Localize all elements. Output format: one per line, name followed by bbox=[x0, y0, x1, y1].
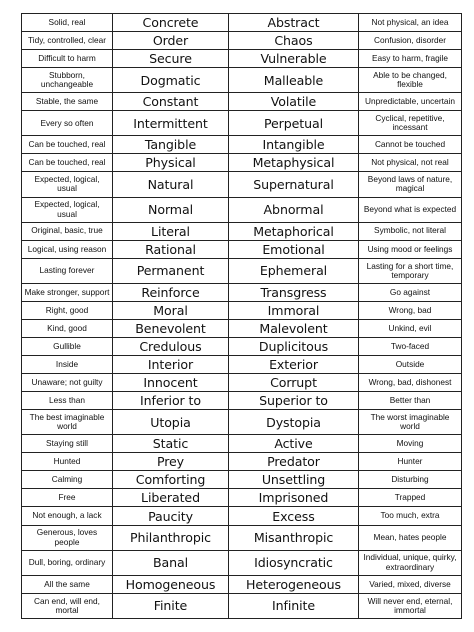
right-definition-cell: The worst imaginable world bbox=[359, 410, 462, 435]
left-definition-cell: Solid, real bbox=[22, 14, 113, 32]
right-word-cell: Active bbox=[229, 435, 359, 453]
right-definition-cell: Using mood or feelings bbox=[359, 240, 462, 258]
left-word-cell: Intermittent bbox=[113, 111, 229, 136]
right-definition-cell: Moving bbox=[359, 435, 462, 453]
right-word-cell: Abnormal bbox=[229, 197, 359, 222]
left-definition-cell: Stubborn, unchangeable bbox=[22, 68, 113, 93]
right-word-cell: Dystopia bbox=[229, 410, 359, 435]
left-word-cell: Utopia bbox=[113, 410, 229, 435]
right-definition-cell: Confusion, disorder bbox=[359, 32, 462, 50]
left-word-cell: Prey bbox=[113, 453, 229, 471]
left-definition-cell: Hunted bbox=[22, 453, 113, 471]
left-definition-cell: Calming bbox=[22, 471, 113, 489]
right-definition-cell: Wrong, bad, dishonest bbox=[359, 374, 462, 392]
left-word-cell: Rational bbox=[113, 240, 229, 258]
right-definition-cell: Will never end, eternal, immortal bbox=[359, 593, 462, 618]
left-word-cell: Order bbox=[113, 32, 229, 50]
antonym-table-body bbox=[22, 14, 462, 619]
left-definition-cell: The best imaginable world bbox=[22, 410, 113, 435]
table-row bbox=[22, 410, 462, 435]
right-word-cell: Supernatural bbox=[229, 172, 359, 197]
table-row bbox=[22, 575, 462, 593]
left-word-cell: Philanthropic bbox=[113, 525, 229, 550]
right-definition-cell: Disturbing bbox=[359, 471, 462, 489]
right-definition-cell: Lasting for a short time, temporary bbox=[359, 258, 462, 283]
table-row bbox=[22, 392, 462, 410]
left-word-cell: Literal bbox=[113, 222, 229, 240]
right-definition-cell: Outside bbox=[359, 355, 462, 373]
left-definition-cell: Difficult to harm bbox=[22, 50, 113, 68]
right-word-cell: Ephemeral bbox=[229, 258, 359, 283]
right-definition-cell: Symbolic, not literal bbox=[359, 222, 462, 240]
table-row bbox=[22, 136, 462, 154]
table-row bbox=[22, 550, 462, 575]
right-definition-cell: Beyond laws of nature, magical bbox=[359, 172, 462, 197]
table-row bbox=[22, 154, 462, 172]
left-word-cell: Moral bbox=[113, 301, 229, 319]
right-word-cell: Emotional bbox=[229, 240, 359, 258]
left-definition-cell: Expected, logical, usual bbox=[22, 172, 113, 197]
right-definition-cell: Unpredictable, uncertain bbox=[359, 93, 462, 111]
left-definition-cell: Kind, good bbox=[22, 319, 113, 337]
left-word-cell: Paucity bbox=[113, 507, 229, 525]
table-row bbox=[22, 222, 462, 240]
right-definition-cell: Beyond what is expected bbox=[359, 197, 462, 222]
right-word-cell: Exterior bbox=[229, 355, 359, 373]
right-word-cell: Intangible bbox=[229, 136, 359, 154]
table-row bbox=[22, 435, 462, 453]
left-definition-cell: Expected, logical, usual bbox=[22, 197, 113, 222]
right-definition-cell: Not physical, an idea bbox=[359, 14, 462, 32]
right-word-cell: Corrupt bbox=[229, 374, 359, 392]
table-row bbox=[22, 68, 462, 93]
right-word-cell: Chaos bbox=[229, 32, 359, 50]
left-definition-cell: Unaware; not guilty bbox=[22, 374, 113, 392]
right-definition-cell: Wrong, bad bbox=[359, 301, 462, 319]
right-definition-cell: Unkind, evil bbox=[359, 319, 462, 337]
left-word-cell: Normal bbox=[113, 197, 229, 222]
left-word-cell: Credulous bbox=[113, 337, 229, 355]
right-word-cell: Imprisoned bbox=[229, 489, 359, 507]
left-word-cell: Secure bbox=[113, 50, 229, 68]
right-word-cell: Unsettling bbox=[229, 471, 359, 489]
table-row bbox=[22, 471, 462, 489]
right-definition-cell: Better than bbox=[359, 392, 462, 410]
right-definition-cell: Able to be changed, flexible bbox=[359, 68, 462, 93]
left-definition-cell: Tidy, controlled, clear bbox=[22, 32, 113, 50]
left-word-cell: Interior bbox=[113, 355, 229, 373]
right-word-cell: Metaphysical bbox=[229, 154, 359, 172]
right-word-cell: Transgress bbox=[229, 283, 359, 301]
left-word-cell: Innocent bbox=[113, 374, 229, 392]
table-row bbox=[22, 258, 462, 283]
table-row bbox=[22, 50, 462, 68]
table-row bbox=[22, 301, 462, 319]
table-row bbox=[22, 240, 462, 258]
right-definition-cell: Two-faced bbox=[359, 337, 462, 355]
right-word-cell: Infinite bbox=[229, 593, 359, 618]
table-row bbox=[22, 283, 462, 301]
right-definition-cell: Trapped bbox=[359, 489, 462, 507]
left-definition-cell: Gullible bbox=[22, 337, 113, 355]
left-definition-cell: Logical, using reason bbox=[22, 240, 113, 258]
left-word-cell: Reinforce bbox=[113, 283, 229, 301]
right-definition-cell: Mean, hates people bbox=[359, 525, 462, 550]
right-word-cell: Duplicitous bbox=[229, 337, 359, 355]
table-row bbox=[22, 507, 462, 525]
right-word-cell: Idiosyncratic bbox=[229, 550, 359, 575]
left-word-cell: Static bbox=[113, 435, 229, 453]
left-word-cell: Inferior to bbox=[113, 392, 229, 410]
right-word-cell: Malevolent bbox=[229, 319, 359, 337]
left-definition-cell: Free bbox=[22, 489, 113, 507]
left-definition-cell: All the same bbox=[22, 575, 113, 593]
left-word-cell: Homogeneous bbox=[113, 575, 229, 593]
left-definition-cell: Make stronger, support bbox=[22, 283, 113, 301]
left-word-cell: Finite bbox=[113, 593, 229, 618]
left-word-cell: Natural bbox=[113, 172, 229, 197]
left-word-cell: Banal bbox=[113, 550, 229, 575]
left-word-cell: Liberated bbox=[113, 489, 229, 507]
left-definition-cell: Can end, will end, mortal bbox=[22, 593, 113, 618]
left-word-cell: Dogmatic bbox=[113, 68, 229, 93]
left-word-cell: Tangible bbox=[113, 136, 229, 154]
right-definition-cell: Cannot be touched bbox=[359, 136, 462, 154]
right-definition-cell: Easy to harm, fragile bbox=[359, 50, 462, 68]
right-word-cell: Abstract bbox=[229, 14, 359, 32]
table-row bbox=[22, 32, 462, 50]
right-definition-cell: Go against bbox=[359, 283, 462, 301]
table-row bbox=[22, 319, 462, 337]
right-word-cell: Vulnerable bbox=[229, 50, 359, 68]
table-row bbox=[22, 93, 462, 111]
right-word-cell: Superior to bbox=[229, 392, 359, 410]
left-definition-cell: Can be touched, real bbox=[22, 154, 113, 172]
left-definition-cell: Right, good bbox=[22, 301, 113, 319]
left-definition-cell: Not enough, a lack bbox=[22, 507, 113, 525]
table-row bbox=[22, 374, 462, 392]
left-definition-cell: Generous, loves people bbox=[22, 525, 113, 550]
table-row bbox=[22, 453, 462, 471]
table-row bbox=[22, 355, 462, 373]
right-definition-cell: Not physical, not real bbox=[359, 154, 462, 172]
left-word-cell: Comforting bbox=[113, 471, 229, 489]
left-definition-cell: Dull, boring, ordinary bbox=[22, 550, 113, 575]
left-definition-cell: Inside bbox=[22, 355, 113, 373]
right-word-cell: Immoral bbox=[229, 301, 359, 319]
right-word-cell: Volatile bbox=[229, 93, 359, 111]
left-definition-cell: Staying still bbox=[22, 435, 113, 453]
left-definition-cell: Stable, the same bbox=[22, 93, 113, 111]
table-row bbox=[22, 197, 462, 222]
left-definition-cell: Can be touched, real bbox=[22, 136, 113, 154]
right-word-cell: Metaphorical bbox=[229, 222, 359, 240]
left-word-cell: Constant bbox=[113, 93, 229, 111]
right-definition-cell: Cyclical, repetitive, incessant bbox=[359, 111, 462, 136]
left-word-cell: Physical bbox=[113, 154, 229, 172]
left-word-cell: Concrete bbox=[113, 14, 229, 32]
table-row bbox=[22, 172, 462, 197]
right-definition-cell: Too much, extra bbox=[359, 507, 462, 525]
table-row bbox=[22, 593, 462, 618]
left-definition-cell: Original, basic, true bbox=[22, 222, 113, 240]
table-row bbox=[22, 14, 462, 32]
right-word-cell: Perpetual bbox=[229, 111, 359, 136]
table-row bbox=[22, 337, 462, 355]
left-definition-cell: Lasting forever bbox=[22, 258, 113, 283]
left-word-cell: Permanent bbox=[113, 258, 229, 283]
right-word-cell: Excess bbox=[229, 507, 359, 525]
table-row bbox=[22, 489, 462, 507]
table-row bbox=[22, 111, 462, 136]
left-definition-cell: Less than bbox=[22, 392, 113, 410]
right-word-cell: Misanthropic bbox=[229, 525, 359, 550]
right-word-cell: Predator bbox=[229, 453, 359, 471]
right-definition-cell: Varied, mixed, diverse bbox=[359, 575, 462, 593]
right-word-cell: Malleable bbox=[229, 68, 359, 93]
left-definition-cell: Every so often bbox=[22, 111, 113, 136]
right-word-cell: Heterogeneous bbox=[229, 575, 359, 593]
right-definition-cell: Individual, unique, quirky, extraordinary bbox=[359, 550, 462, 575]
left-word-cell: Benevolent bbox=[113, 319, 229, 337]
table-row bbox=[22, 525, 462, 550]
vocabulary-sheet bbox=[21, 13, 461, 619]
antonym-table bbox=[21, 13, 462, 619]
right-definition-cell: Hunter bbox=[359, 453, 462, 471]
